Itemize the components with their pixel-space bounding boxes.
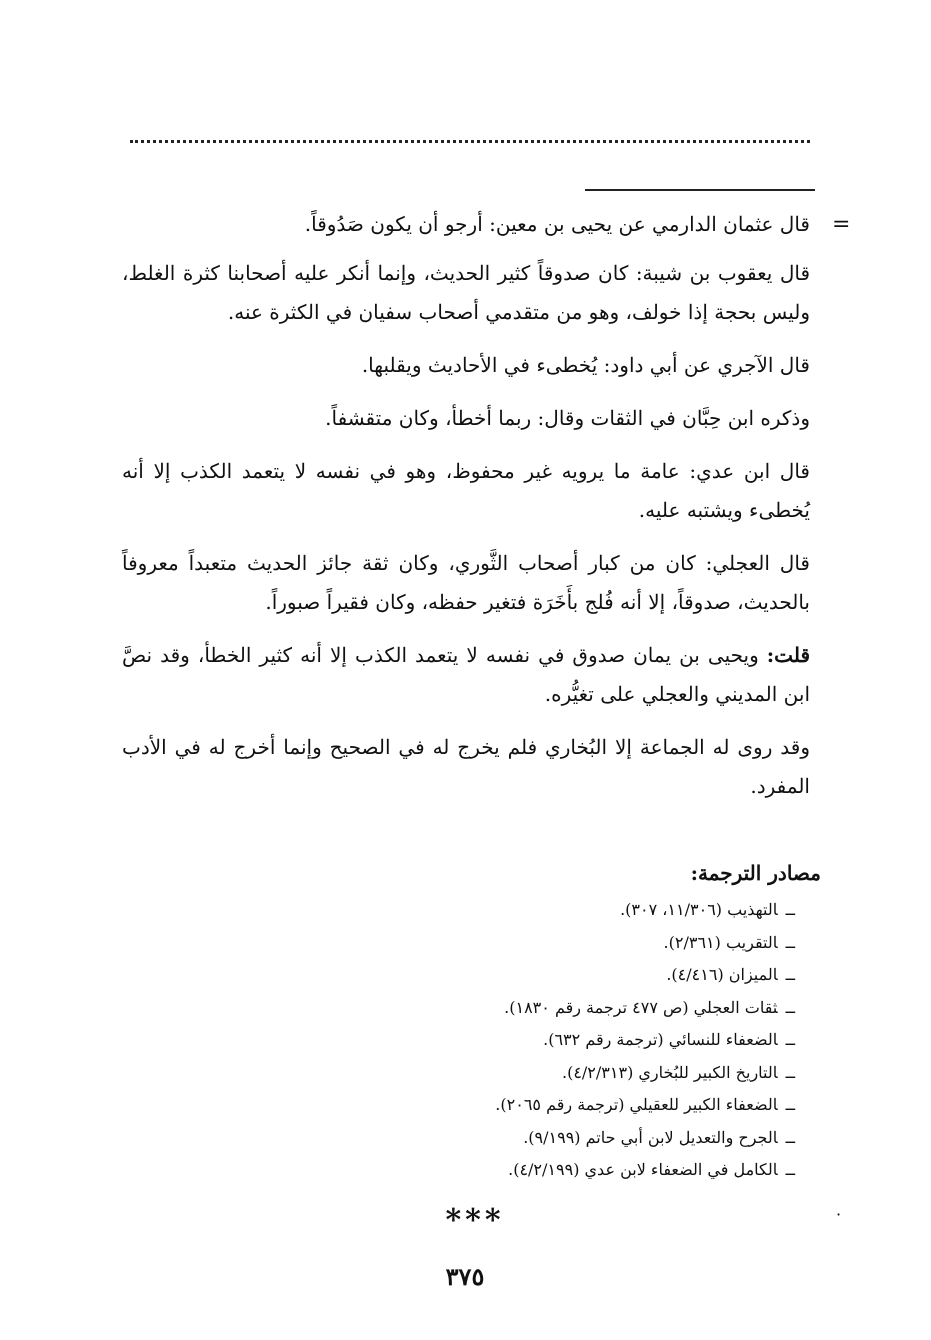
source-item [321, 1154, 795, 1187]
paragraph-author-note [122, 636, 810, 714]
note-text: ويحيى بن يمان صدوق في نفسه لا يتعمد الكذب إلا أنه كثير الخطأ، وقد نصَّ ابن المديني والعجلي على تغيُّره. [122, 643, 810, 706]
source-item [321, 1122, 795, 1155]
source-item [321, 927, 795, 960]
page-number: ٣٧٥ [445, 1262, 485, 1291]
biography-text [122, 205, 810, 820]
source-text: الضعفاء للنسائي (ترجمة رقم ٦٣٢). [543, 1030, 778, 1049]
source-text: التهذيب (١١/٣٠٦، ٣٠٧). [620, 900, 778, 919]
dotted-separator [130, 140, 810, 143]
sources-list [321, 894, 821, 1187]
sources-title: مصادر الترجمة: [690, 861, 821, 885]
source-item [321, 992, 795, 1025]
bullet-dash: ــ [785, 1160, 795, 1179]
bullet-dash: ــ [785, 1127, 795, 1147]
bullet-dash: ــ [785, 900, 795, 919]
margin-equals-mark: = [832, 212, 851, 237]
source-item [321, 1057, 795, 1090]
paragraph-closing: وقد روى له الجماعة إلا البُخاري فلم يخرج له في الصحيح وإنما أخرج له في الأدب المفرد. [122, 735, 810, 798]
source-text: الجرح والتعديل لابن أبي حاتم (٩/١٩٩). [523, 1127, 778, 1147]
bullet-dash: ــ [785, 997, 795, 1017]
paragraph-ijli: قال العجلي: كان من كبار أصحاب الثَّوري، وكان ثقة جائز الحديث متعبداً معروفاً بالحديث، صدوقاً، إلا أنه فُلج بأَخَرَة فتغير حفظه، وكان فقيراً صبوراً. [122, 551, 810, 614]
paragraph-yaqub: قال يعقوب بن شيبة: كان صدوقاً كثير الحديث، وإنما أنكر عليه أصحابنا كثرة الغلط، وليس بحجة إذا خولف، وهو من متقدمي أصحاب سفيان في الكثرة عنه. [122, 261, 810, 324]
paragraph-darimi: قال عثمان الدارمي عن يحيى بن معين: أرجو أن يكون صَدُوقاً. [304, 212, 810, 236]
sources-section [321, 858, 821, 1187]
paragraph-ibn-adi: قال ابن عدي: عامة ما يرويه غير محفوظ، وهو في نفسه لا يتعمد الكذب إلا أنه يُخطىء ويشتبه عليه. [122, 459, 810, 522]
margin-dot: · [836, 1205, 842, 1224]
source-item [321, 1024, 795, 1057]
source-item [321, 1089, 795, 1122]
source-item [321, 959, 795, 992]
source-text: الضعفاء الكبير للعقيلي (ترجمة رقم ٢٠٦٥). [495, 1095, 778, 1114]
bullet-dash: ــ [785, 965, 795, 984]
source-text: الميزان (٤/٤١٦). [666, 965, 778, 984]
note-label: قلت: [766, 643, 810, 667]
bullet-dash: ــ [785, 1095, 795, 1114]
source-text: الكامل في الضعفاء لابن عدي (٤/٢/١٩٩). [508, 1160, 778, 1179]
bullet-dash: ــ [785, 1030, 795, 1049]
bullet-dash: ــ [785, 1062, 795, 1082]
source-item [321, 894, 795, 927]
paragraph-ajurri: قال الآجري عن أبي داود: يُخطىء في الأحاديث ويقلبها. [361, 353, 810, 377]
section-end-stars: *** [445, 1203, 505, 1238]
footnote-rule [585, 189, 815, 191]
paragraph-ibn-hibban: وذكره ابن حِبَّان في الثقات وقال: ربما أخطأ، وكان متقشفاً. [325, 406, 810, 430]
source-text: التاريخ الكبير للبُخاري (٤/٢/٣١٣). [561, 1062, 778, 1082]
source-text: ثقات العجلي (ص ٤٧٧ ترجمة رقم ١٨٣٠). [504, 997, 778, 1017]
source-text: التقريب (٢/٣٦١). [663, 932, 778, 952]
bullet-dash: ــ [785, 932, 795, 952]
